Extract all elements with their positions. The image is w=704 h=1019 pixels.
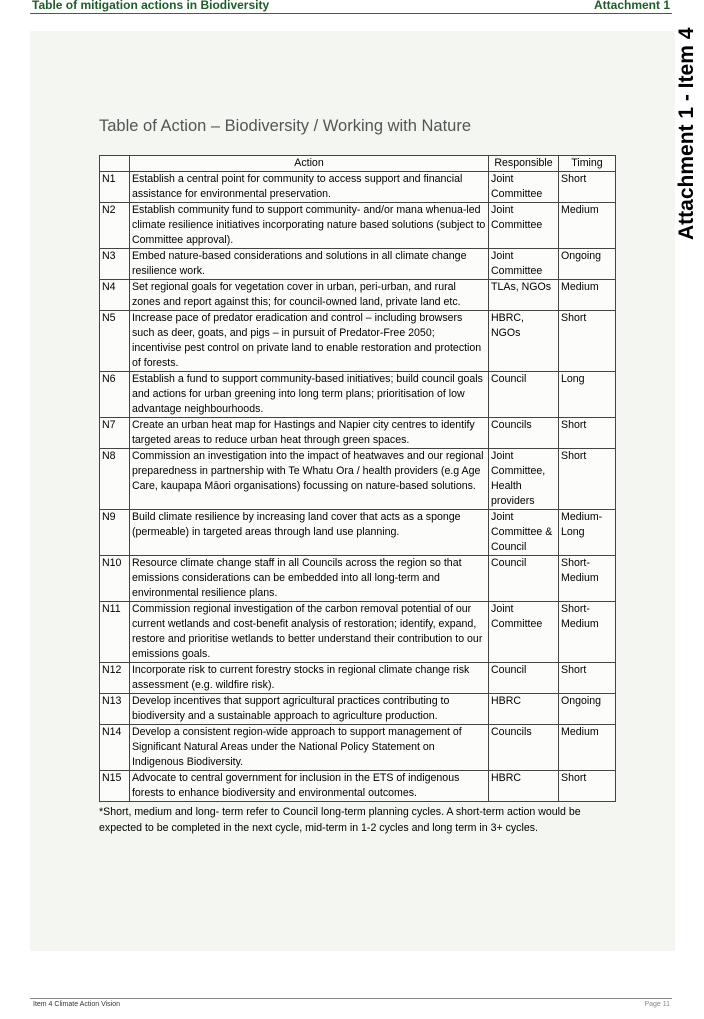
row-action: Embed nature-based considerations and solutions in all climate change resilience work. bbox=[129, 249, 488, 280]
row-responsible: Joint Committee bbox=[489, 249, 559, 280]
row-action: Develop incentives that support agricultural practices contributing to biodiversity and a sustainable approach to agriculture production. bbox=[129, 694, 488, 725]
row-id: N4 bbox=[100, 280, 130, 311]
row-action: Build climate resilience by increasing land cover that acts as a sponge (permeable) in targeted areas through land use planning. bbox=[129, 510, 488, 556]
row-id: N14 bbox=[100, 725, 130, 771]
row-timing: Short bbox=[559, 663, 616, 694]
col-header-responsible: Responsible bbox=[489, 156, 559, 172]
header-title: Table of mitigation actions in Biodiversity bbox=[32, 0, 270, 12]
row-responsible: TLAs, NGOs bbox=[489, 280, 559, 311]
row-timing: Ongoing bbox=[559, 249, 616, 280]
table-row bbox=[100, 663, 616, 694]
table-row bbox=[100, 510, 616, 556]
row-id: N10 bbox=[100, 556, 130, 602]
row-id: N1 bbox=[100, 172, 130, 203]
footer-page-number: Page 11 bbox=[644, 1001, 670, 1008]
row-timing: Long bbox=[559, 372, 616, 418]
footer-item: Item 4 Climate Action Vision bbox=[33, 1001, 121, 1008]
row-responsible: Joint Committee & Council bbox=[489, 510, 559, 556]
row-timing: Short bbox=[559, 311, 616, 372]
table-row bbox=[100, 280, 616, 311]
row-id: N3 bbox=[100, 249, 130, 280]
table-row bbox=[100, 172, 616, 203]
row-action: Incorporate risk to current forestry stocks in regional climate change risk assessment (e.g. wildfire risk). bbox=[129, 663, 488, 694]
row-timing: Short bbox=[559, 418, 616, 449]
row-responsible: Joint Committee bbox=[489, 602, 559, 663]
row-action: Resource climate change staff in all Councils across the region so that emissions considerations can be embedded into all long-term and environmental resilience plans. bbox=[129, 556, 488, 602]
actions-table bbox=[99, 155, 616, 802]
row-responsible: Council bbox=[489, 556, 559, 602]
row-action: Commission regional investigation of the carbon removal potential of our current wetlands and cost-benefit analysis of restoration; identify, expand, restore and prioritise wetlands to better understand their contribution to our emissions goals. bbox=[129, 602, 488, 663]
row-id: N15 bbox=[100, 771, 130, 802]
row-id: N6 bbox=[100, 372, 130, 418]
row-responsible: Council bbox=[489, 372, 559, 418]
row-timing: Medium-Long bbox=[559, 510, 616, 556]
table-row bbox=[100, 203, 616, 249]
row-id: N11 bbox=[100, 602, 130, 663]
row-responsible: Councils bbox=[489, 725, 559, 771]
table-row bbox=[100, 449, 616, 510]
row-timing: Medium bbox=[559, 725, 616, 771]
row-responsible: Councils bbox=[489, 418, 559, 449]
table-row bbox=[100, 249, 616, 280]
table-title: Table of Action – Biodiversity / Working with Nature bbox=[99, 117, 472, 135]
row-action: Establish community fund to support community- and/or mana whenua-led climate resilience initiatives incorporating nature based solutions (subject to Committee approval). bbox=[129, 203, 488, 249]
row-action: Develop a consistent region-wide approach to support management of Significant Natural Areas under the National Policy Statement on Indigenous Biodiversity. bbox=[129, 725, 488, 771]
table-row bbox=[100, 372, 616, 418]
row-timing: Ongoing bbox=[559, 694, 616, 725]
row-timing: Medium bbox=[559, 203, 616, 249]
row-responsible: HBRC bbox=[489, 771, 559, 802]
row-action: Commission an investigation into the impact of heatwaves and our regional preparedness in partnership with Te Whatu Ora / health providers (e.g Age Care, kaupapa Māori organisations) focussing on nature-based solutions. bbox=[129, 449, 488, 510]
row-id: N12 bbox=[100, 663, 130, 694]
row-id: N7 bbox=[100, 418, 130, 449]
row-action: Create an urban heat map for Hastings and Napier city centres to identify targeted areas to reduce urban heat through green spaces. bbox=[129, 418, 488, 449]
row-id: N8 bbox=[100, 449, 130, 510]
row-action: Advocate to central government for inclusion in the ETS of indigenous forests to enhance biodiversity and environmental outcomes. bbox=[129, 771, 488, 802]
row-id: N5 bbox=[100, 311, 130, 372]
row-id: N13 bbox=[100, 694, 130, 725]
table-row bbox=[100, 602, 616, 663]
col-header-id bbox=[100, 156, 130, 172]
row-timing: Short bbox=[559, 449, 616, 510]
row-id: N2 bbox=[100, 203, 130, 249]
row-timing: Medium bbox=[559, 280, 616, 311]
header-attachment: Attachment 1 bbox=[593, 0, 670, 12]
side-label: Attachment 1 - Item 4 bbox=[675, 27, 698, 240]
table-row bbox=[100, 694, 616, 725]
table-row bbox=[100, 556, 616, 602]
row-responsible: Joint Committee bbox=[489, 203, 559, 249]
table-row bbox=[100, 311, 616, 372]
col-header-action: Action bbox=[129, 156, 488, 172]
row-id: N9 bbox=[100, 510, 130, 556]
row-timing: Short bbox=[559, 771, 616, 802]
table-row bbox=[100, 771, 616, 802]
side-label-container bbox=[672, 0, 704, 240]
table-header-row bbox=[100, 156, 616, 172]
row-action: Increase pace of predator eradication and control – including browsers such as deer, goats, and pigs – in pursuit of Predator-Free 2050; incentivise pest control on private land to enable restoration and protection of forests. bbox=[129, 311, 488, 372]
footnote: *Short, medium and long- term refer to Council long-term planning cycles. A short-term action would be expected to be completed in the next cycle, mid-term in 1-2 cycles and long term in 3+ cycles. bbox=[99, 806, 581, 834]
row-responsible: Joint Committee bbox=[489, 172, 559, 203]
row-timing: Short bbox=[559, 172, 616, 203]
row-timing: Short-Medium bbox=[559, 556, 616, 602]
page-header bbox=[30, 0, 672, 14]
table-row bbox=[100, 725, 616, 771]
row-responsible: HBRC bbox=[489, 694, 559, 725]
row-responsible: Council bbox=[489, 663, 559, 694]
table-row bbox=[100, 418, 616, 449]
col-header-timing: Timing bbox=[559, 156, 616, 172]
row-timing: Short-Medium bbox=[559, 602, 616, 663]
row-responsible: Joint Committee, Health providers bbox=[489, 449, 559, 510]
row-action: Establish a central point for community to access support and financial assistance for environmental preservation. bbox=[129, 172, 488, 203]
row-action: Set regional goals for vegetation cover in urban, peri-urban, and rural zones and report against this; for council-owned land, private land etc. bbox=[129, 280, 488, 311]
page-footer bbox=[30, 998, 672, 1011]
row-responsible: HBRC, NGOs bbox=[489, 311, 559, 372]
row-action: Establish a fund to support community-based initiatives; build council goals and actions for urban greening into long term plans; prioritisation of low advantage neighbourhoods. bbox=[129, 372, 488, 418]
